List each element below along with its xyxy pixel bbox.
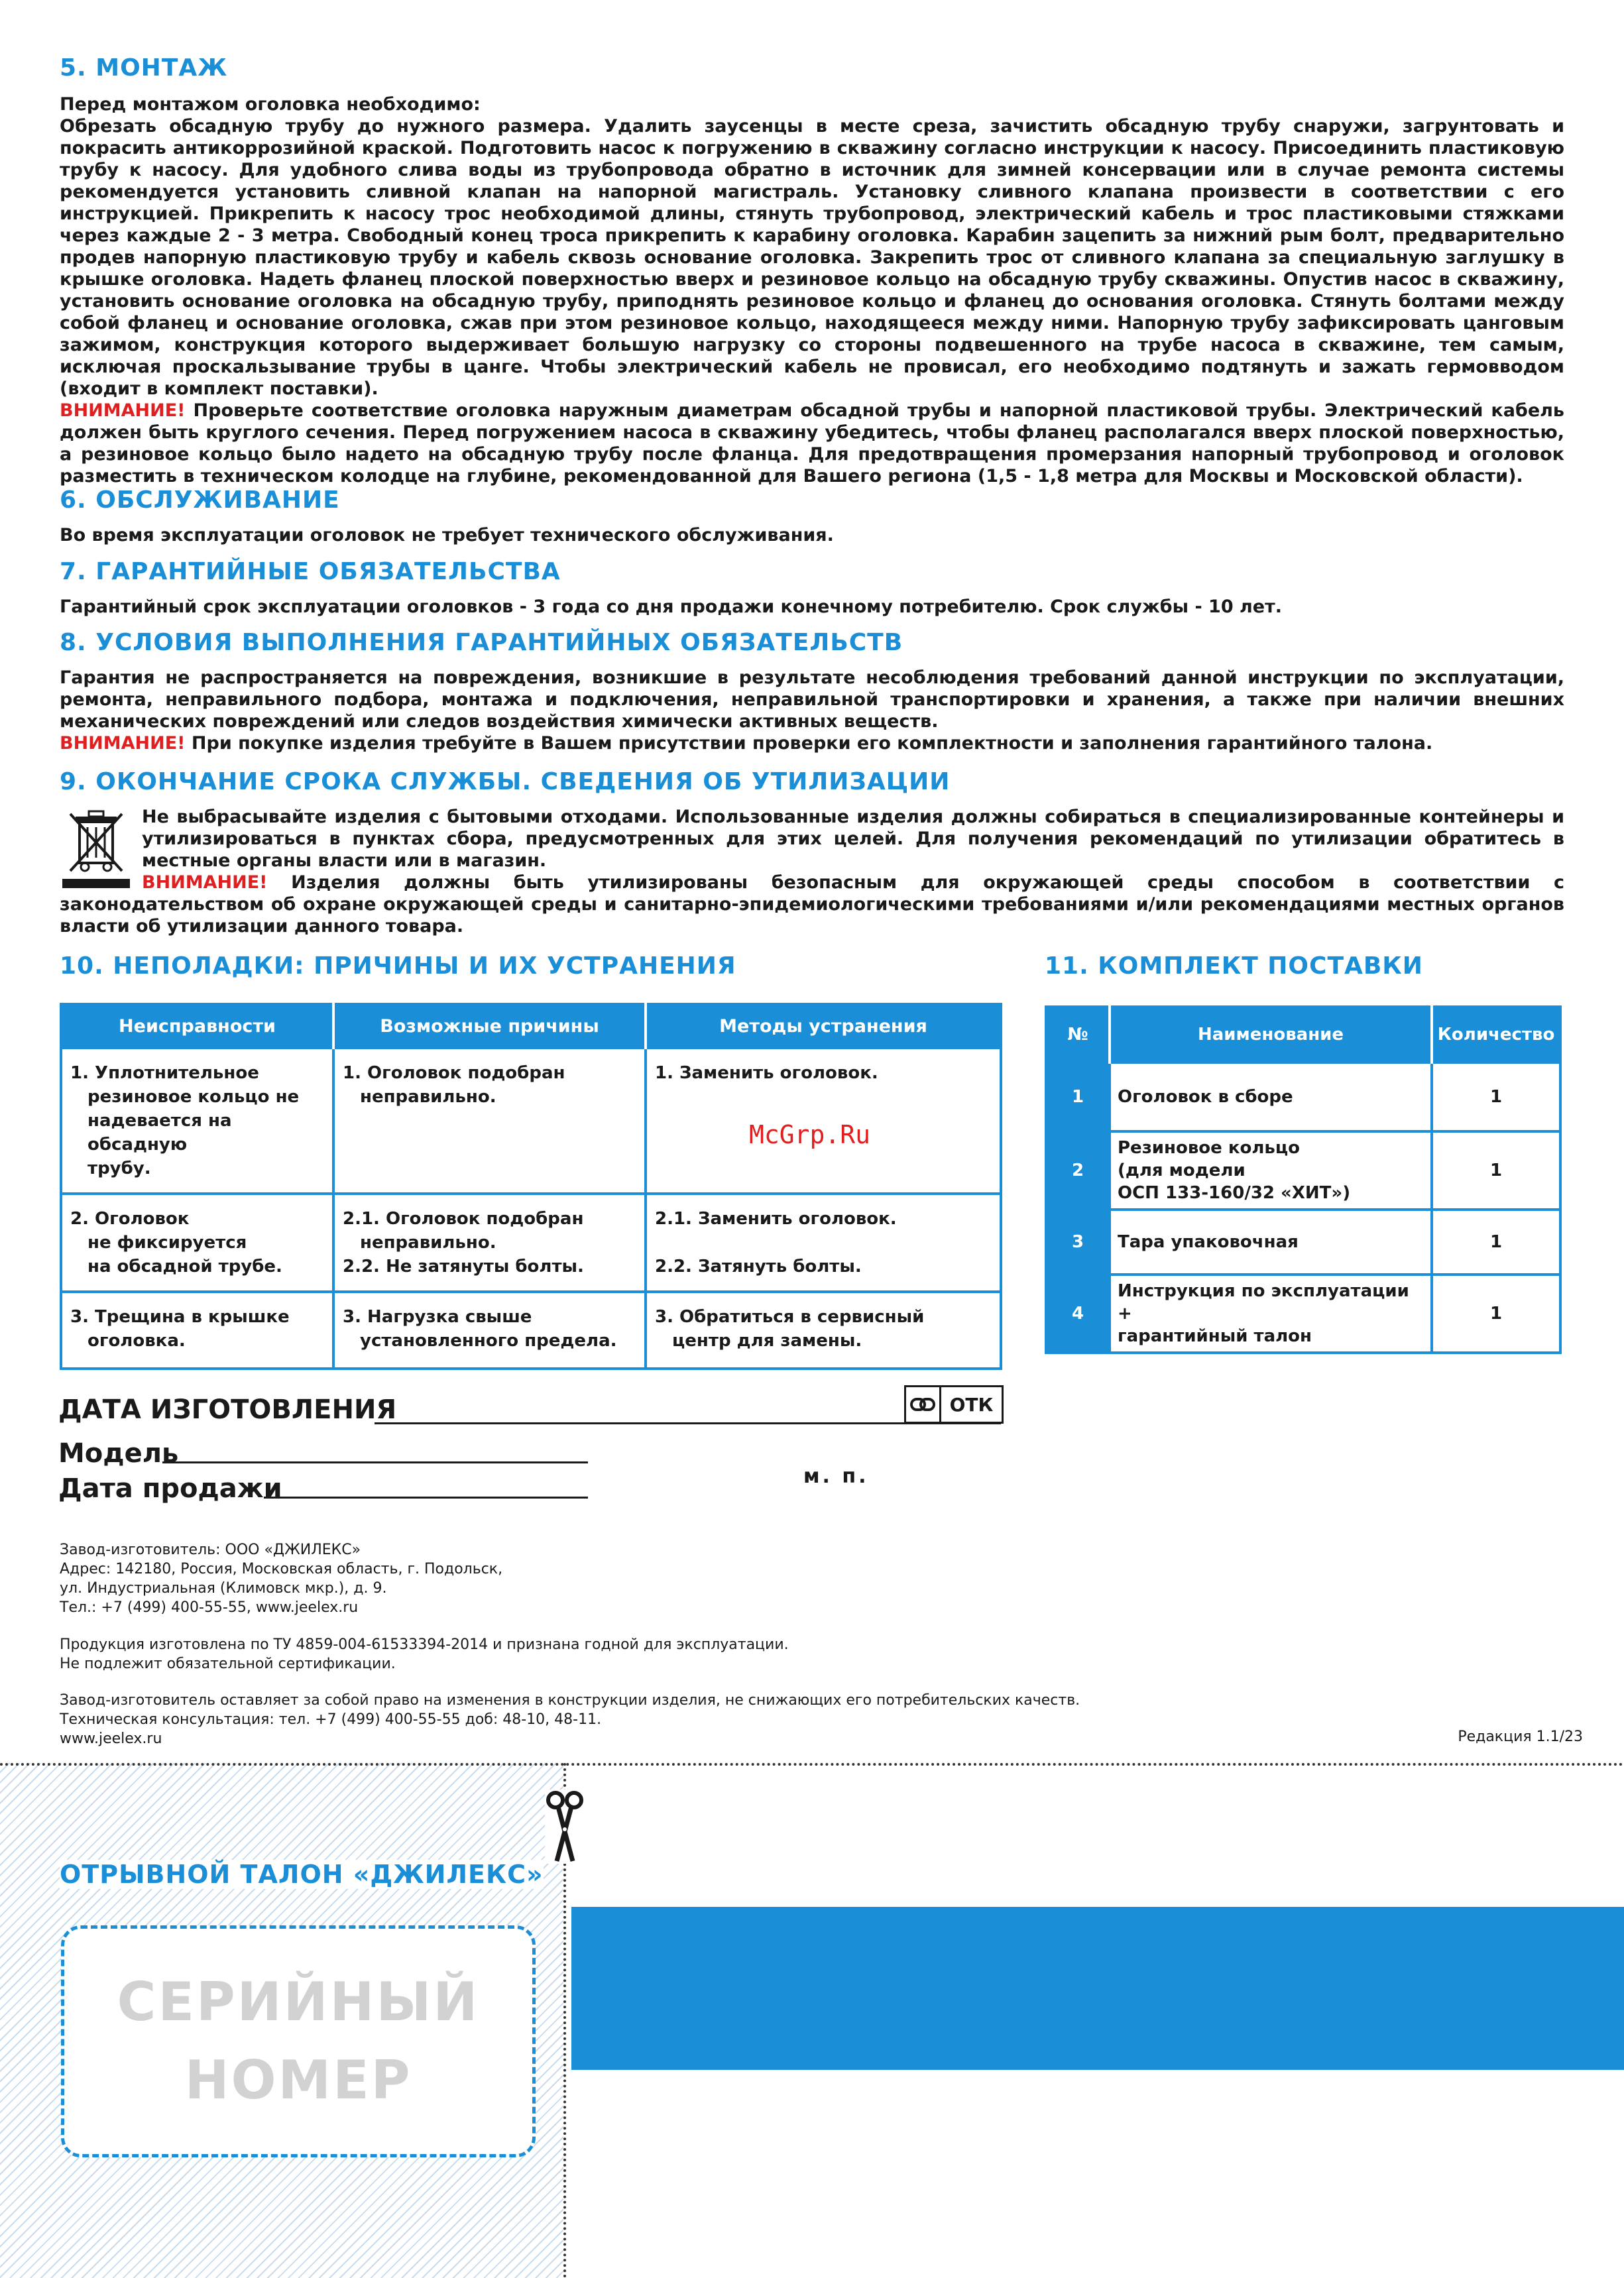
column-header: Количество [1432,1007,1560,1062]
cause-cell [333,1194,646,1292]
item-quantity: 1 [1432,1275,1560,1353]
cell-line: не фиксируется [87,1233,247,1253]
row-number: 1 [1046,1062,1110,1131]
cell-line: на обсадной трубе. [87,1257,282,1277]
fix-cell [646,1194,1001,1292]
table-row [61,1194,1001,1292]
cell-line: надевается на обсадную [87,1111,232,1155]
item-quantity: 1 [1432,1210,1560,1275]
section-5-intro: Перед монтажом оголовка необходимо: [60,94,481,115]
cell-line: (для модели [1118,1161,1246,1180]
cell-line: ОСП 133-160/32 «ХИТ») [1118,1183,1351,1203]
section-9-body [60,806,1564,937]
coupon-blue-band [571,1907,1624,2070]
stamp-place-label: м. п. [803,1465,869,1488]
row-number: 4 [1046,1275,1110,1353]
serial-label-line: НОМЕР [184,2049,412,2111]
section-8-text: Гарантия не распространяется на повреждения, возникшие в результате несоблюдения требований данной инструкции по эксплуатации, ремонта, неправильного подбора, монтажа и подключения, неправильной транспортировки и хранения, а также при наличии внешних механических повреждений или следов воздействия химически активных веществ. [60,667,1564,732]
scissors-icon [545,1790,585,1864]
manufacturer-info [60,1540,502,1617]
cell-line: 1. Уплотнительное [70,1063,259,1083]
serial-number-box [61,1925,536,2157]
date-made-label: ДАТА ИЗГОТОВЛЕНИЯ [58,1395,397,1425]
footer-line: Завод-изготовитель оставляет за собой право на изменения в конструкции изделия, не снижающих его потребительских качеств. [60,1692,1080,1709]
cell-line: гарантийный талон [1118,1326,1312,1346]
footer-line: Завод-изготовитель: ООО «ДЖИЛЕКС» [60,1542,361,1558]
cell-line: Резиновое кольцо [1118,1138,1300,1158]
footer-line: ул. Индустриальная (Климовск мкр.), д. 9. [60,1580,387,1597]
warning-text: Изделия должны быть утилизированы безопасным для окружающей среды способом в соответствии с законодательством об охране окружающей среды и санитарно-эпидемиологическими требованиями и/или рекомендациями местных органов власти об утилизации данного товара. [60,872,1564,937]
footer-line: Адрес: 142180, Россия, Московская область, г. Подольск, [60,1561,503,1577]
item-name [1110,1275,1432,1353]
cell-line: центр для замены. [672,1331,862,1351]
cut-line [0,1763,1624,1766]
item-quantity: 1 [1432,1131,1560,1210]
rights-info [60,1691,1080,1748]
cell-line: 1. Оголовок подобран [343,1063,565,1083]
cell-line: 2.2. Не затянуты болты. [343,1257,584,1277]
fault-cell [61,1194,333,1292]
row-number: 3 [1046,1210,1110,1275]
certification-info [60,1635,789,1674]
section-6-title: 6. ОБСЛУЖИВАНИЕ [60,486,340,514]
table-row [1046,1210,1560,1275]
warning-text: Проверьте соответствие оголовка наружным диаметрам обсадной трубы и напорной пластиковой трубы. Электрический кабель должен быть круглого сечения. Перед погружением насоса в скважину убедитесь, чтобы фланец располагался вверх плоской поверхностью, а резиновое кольцо было надето на обсадную трубу после фланца. Для предотвращения промерзания напорный трубопровод и оголовок разместить в техническом колодце на глубине, рекомендованной для Вашего региона (1,5 - 1,8 метра для Москвы и Московской области). [60,400,1564,486]
section-8-title: 8. УСЛОВИЯ ВЫПОЛНЕНИЯ ГАРАНТИЙНЫХ ОБЯЗАТЕЛЬСТВ [60,629,903,656]
cell-line: трубу. [87,1159,151,1178]
kit-table [1045,1005,1562,1354]
coupon-title: ОТРЫВНОЙ ТАЛОН «ДЖИЛЕКС» [60,1860,544,1889]
serial-label-line: СЕРИЙНЫЙ [117,1971,480,2033]
column-header: Неисправности [61,1004,333,1048]
table-row [1046,1275,1560,1353]
table-row [1046,1131,1560,1210]
cell-line: 3. Трещина в крышке [70,1307,290,1327]
section-5-body [60,93,1564,487]
cell-line: 2.1. Оголовок подобран [343,1209,584,1229]
section-7-text: Гарантийный срок эксплуатации оголовков - 3 года со дня продажи конечному потребителю. Срок службы - 10 лет. [60,597,1283,617]
section-8-warning [60,732,1564,754]
cell-line: 2. Оголовок [70,1209,190,1229]
cell-spacer [655,1231,992,1255]
cause-cell [333,1048,646,1194]
cell-line: 2.1. Заменить оголовок. [655,1209,897,1229]
warning-text: При покупке изделия требуйте в Вашем присутствии проверки его комплектности и заполнения гарантийного талона. [185,733,1433,754]
item-name [1110,1210,1432,1275]
watermark: McGrp.Ru [749,1120,871,1149]
footer-line: Техническая консультация: тел. +7 (499) 400-55-55 доб: 48-10, 48-11. [60,1711,602,1728]
cell-line: установленного предела. [360,1331,617,1351]
footer-line: Тел.: +7 (499) 400-55-55, www.jeelex.ru [60,1599,359,1616]
cell-line: 2.2. Затянуть болты. [655,1257,862,1277]
cell-line: 3. Обратиться в сервисный [655,1307,925,1327]
cause-cell [333,1292,646,1369]
footer-line: Не подлежит обязательной сертификации. [60,1656,396,1672]
cell-line: резиновое кольцо не [87,1087,300,1107]
item-quantity: 1 [1432,1062,1560,1131]
section-5-title: 5. МОНТАЖ [60,54,228,82]
item-name [1110,1131,1432,1210]
cell-line: 1. Заменить оголовок. [655,1063,878,1083]
section-6-text: Во время эксплуатации оголовок не требует технического обслуживания. [60,525,834,545]
cell-line: 3. Нагрузка свыше [343,1307,532,1327]
section-8-body [60,667,1564,754]
date-sold-line[interactable] [264,1497,588,1499]
section-9-title: 9. ОКОНЧАНИЕ СРОКА СЛУЖБЫ. СВЕДЕНИЯ ОБ УТИЛИЗАЦИИ [60,768,951,795]
cell-line: неправильно. [360,1233,496,1253]
cell-line: Оголовок в сборе [1118,1087,1293,1107]
cell-line: Тара упаковочная [1118,1232,1299,1252]
table-row [61,1292,1001,1369]
footer-line: Продукция изготовлена по ТУ 4859-004-61533394-2014 и признана годной для эксплуатации. [60,1636,789,1653]
revision-label: Редакция 1.1/23 [1458,1729,1583,1745]
model-label: Модель [58,1438,179,1469]
warning-label: ВНИМАНИЕ! [60,400,186,421]
table-header-row [1046,1007,1560,1062]
fault-cell [61,1048,333,1194]
model-line[interactable] [162,1461,588,1463]
table-row [1046,1062,1560,1131]
cell-line: неправильно. [360,1087,496,1107]
section-5-warning [60,400,1564,487]
section-7-title: 7. ГАРАНТИЙНЫЕ ОБЯЗАТЕЛЬСТВА [60,558,561,585]
warning-label: ВНИМАНИЕ! [142,872,268,893]
section-10-title: 10. НЕПОЛАДКИ: ПРИЧИНЫ И ИХ УСТРАНЕНИЯ [60,952,736,980]
column-header: № [1046,1007,1110,1062]
date-sold-label: Дата продажи [58,1473,282,1504]
link-icon [906,1387,941,1422]
column-header: Возможные причины [333,1004,646,1048]
fix-cell [646,1292,1001,1369]
otk-label: ОТК [949,1393,994,1416]
table-header-row [61,1004,1001,1048]
footer-line: www.jeelex.ru [60,1731,162,1747]
section-9-text: Не выбрасывайте изделия с бытовыми отходами. Использованные изделия должны собираться в специализированные контейнеры и утилизироваться в пунктах сбора, предусмотренных для этих целей. Для получения рекомендаций по утилизации обратитесь в местные органы власти или в магазин. [142,807,1564,871]
item-name [1110,1062,1432,1131]
section-9-warning [60,872,1564,937]
cell-line: Инструкция по эксплуатации + [1118,1281,1409,1324]
section-5-steps: Обрезать обсадную трубу до нужного размера. Удалить заусенцы в месте среза, зачистить обсадную трубу снаружи, загрунтовать и покрасить антикоррозийной краской. Подготовить насос к погружению в скважину согласно инструкции к насосу. Присоединить пластиковую трубу к насосу. Для удобного слива воды из трубопровода обратно в источник для зимней консервации или в случае ремонта системы рекомендуется установить сливной клапан на напорной магистраль. Установку сливного клапана произвести в соответствии с его инструкцией. Прикрепить к насосу трос необходимой длины, стянуть трубопровод, электрический кабель и трос пластиковыми стяжками через каждые 2 - 3 метра. Свободный конец троса прикрепить к карабину оголовка. Карабин зацепить за нижний рым болт, предварительно продев напорную пластиковую трубу и кабель сквозь основание оголовка. Закрепить трос от сливного клапана за специальную заглушку в крышке оголовка. Надеть фланец плоской поверхностью вверх и резиновое кольцо на обсадную трубу скважины. Опустив насос в скважину, установить основание оголовка на обсадную трубу, приподнять резиновое кольцо и фланец до основания оголовка. Стянуть болтами между собой фланец и основание оголовка, сжав при этом резиновое кольцо, находящееся между ними. Напорную трубу зафиксировать цанговым зажимом, конструкция которого выдерживает большую нагрузку со стороны подвешенного на трубе насоса в скважине, тем самым, исключая проскальзывание трубы в цанге. Чтобы электрический кабель не провисал, его необходимо подтянуть и зажать гермовводом (входит в комплект поставки). [60,116,1564,399]
warning-label: ВНИМАНИЕ! [60,733,186,754]
row-number: 2 [1046,1131,1110,1210]
column-header: Методы устранения [646,1004,1001,1048]
column-header: Наименование [1110,1007,1432,1062]
cell-line: оголовка. [87,1331,186,1351]
otk-stamp [904,1385,1004,1424]
section-11-title: 11. КОМПЛЕКТ ПОСТАВКИ [1045,952,1423,980]
fault-cell [61,1292,333,1369]
troubleshooting-table [60,1003,1002,1370]
